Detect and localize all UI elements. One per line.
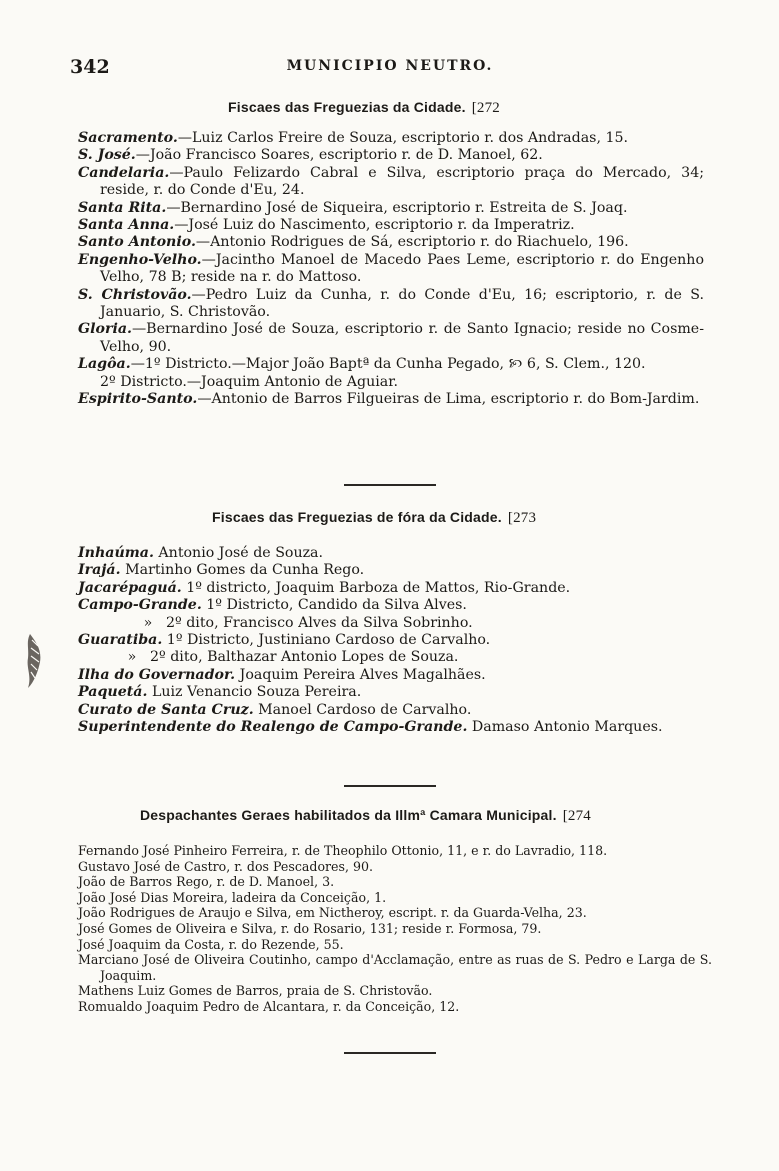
list-item (78, 684, 704, 701)
parish-name: Engenho-Velho. (78, 251, 202, 268)
fiscaes-cidade-list (78, 130, 704, 409)
parish-name: Lagôa. (78, 356, 131, 373)
printer-ornament-icon (22, 632, 44, 690)
entry-text: Gustavo José de Castro, r. dos Pescadores, 90. (78, 858, 373, 874)
list-item (78, 874, 712, 890)
parish-name: Gloria. (78, 321, 132, 338)
section-ref: [273 (507, 510, 537, 526)
list-item (78, 545, 704, 562)
list-item (78, 562, 704, 579)
parish-name: Candelaria. (78, 164, 170, 181)
list-item (78, 615, 704, 632)
entry-text: Antonio José de Souza. (153, 545, 324, 561)
section-ref: [274 (562, 808, 591, 824)
list-item (78, 952, 712, 983)
list-item (78, 921, 712, 937)
entry-text: —Bernardino José de Siqueira, escriptorio r. Estreita de S. Joaq. (166, 199, 628, 216)
section-title-text: Fiscaes das Freguezias da Cidade. (228, 99, 466, 115)
running-title: MUNICIPIO NEUTRO. (286, 58, 494, 74)
list-item (78, 287, 704, 322)
list-item (78, 597, 704, 614)
entry-text: 1º Districto, Candido da Silva Alves. (201, 597, 467, 614)
entry-text: —Antonio de Barros Filgueiras de Lima, escriptorio r. do Bom-Jardim. (197, 391, 700, 408)
entry-text: —Paulo Felizardo Cabral e Silva, escriptorio praça do Mercado, 34; reside, r. do Conde d'Eu, 24. (100, 164, 704, 199)
entry-text: João de Barros Rego, r. de D. Manoel, 3. (78, 874, 335, 890)
section-title-despachantes (140, 807, 591, 825)
entry-text: Damaso Antonio Marques. (467, 719, 663, 736)
list-item (78, 702, 704, 719)
parish-name: Jacarépaguá. (78, 579, 182, 596)
parish-name: Santa Anna. (78, 217, 175, 234)
section-title-text: Despachantes Geraes habilitados da Illmª Camara Municipal. (140, 807, 557, 823)
list-item (78, 234, 704, 251)
parish-name: Superintendente do Realengo de Campo-Grande. (78, 719, 468, 736)
parish-name: Inhaúma. (78, 545, 154, 561)
parish-name: Santo Antonio. (78, 234, 196, 251)
entry-text: —Bernardino José de Souza, escriptorio r. de Santo Ignacio; reside no Cosme-Velho, 90. (100, 321, 704, 355)
section-title-fiscaes-cidade (228, 99, 500, 117)
parish-name: Sacramento. (78, 130, 178, 146)
parish-name: Santa Rita. (78, 199, 167, 216)
ditto-mark: » (127, 649, 137, 666)
entry-text: Joaquim Pereira Alves Magalhães. (235, 666, 486, 683)
entry-text: —Pedro Luiz da Cunha, r. do Conde d'Eu, 16; escriptorio, r. de S. Januario, S. Christovão. (100, 286, 704, 321)
list-item (78, 632, 704, 649)
despachantes-list (78, 843, 712, 1015)
entry-text: José Gomes de Oliveira e Silva, r. do Rosario, 131; reside r. Formosa, 79. (78, 920, 542, 936)
list-item (78, 252, 704, 287)
section-divider (344, 484, 436, 486)
parish-name: Paquetá. (78, 684, 148, 701)
entry-text: Romualdo Joaquim Pedro de Alcantara, r. da Conceição, 12. (78, 998, 460, 1014)
page-number: 342 (70, 56, 110, 78)
section-ref: [272 (471, 100, 500, 116)
list-item (78, 719, 704, 736)
ditto-mark: » (143, 614, 153, 631)
section-divider (344, 1052, 436, 1054)
entry-text: Mathens Luiz Gomes de Barros, praia de S. Christovão. (78, 983, 433, 999)
list-item (78, 843, 712, 859)
parish-name: Campo-Grande. (78, 597, 202, 614)
entry-text: Martinho Gomes da Cunha Rego. (120, 562, 365, 579)
parish-name: Curato de Santa Cruz. (78, 701, 254, 718)
list-item (78, 580, 704, 597)
list-item (78, 937, 712, 953)
entry-text: 2º dito, Francisco Alves da Silva Sobrinho. (166, 614, 473, 631)
section-title-text: Fiscaes das Freguezias de fóra da Cidade. (212, 509, 502, 525)
list-item (78, 983, 712, 999)
entry-text: Luiz Venancio Souza Pereira. (147, 684, 362, 701)
section-title-fiscaes-fora (212, 509, 536, 527)
entry-text: Manoel Cardoso de Carvalho. (253, 701, 472, 718)
list-item (78, 859, 712, 875)
entry-text: 1º districto, Joaquim Barboza de Mattos, Rio-Grande. (181, 579, 571, 596)
entry-text: João José Dias Moreira, ladeira da Conceição, 1. (78, 889, 387, 905)
entry-text: Marciano José de Oliveira Coutinho, campo d'Acclamação, entre as ruas de S. Pedro e Larga de S. Joaquim. (78, 952, 712, 983)
entry-text: 1º Districto, Justiniano Cardoso de Carvalho. (162, 632, 491, 649)
entry-text: —João Francisco Soares, escriptorio r. de D. Manoel, 62. (135, 147, 543, 164)
entry-text: José Joaquim da Costa, r. do Rezende, 55. (78, 936, 344, 952)
list-item (78, 147, 704, 164)
list-item (78, 999, 712, 1015)
fiscaes-fora-list (78, 545, 704, 736)
list-item (78, 649, 704, 666)
entry-text: João Rodrigues de Araujo e Silva, em Nictheroy, escript. r. da Guarda-Velha, 23. (78, 905, 587, 921)
entry-text: —Luiz Carlos Freire de Souza, escriptorio r. dos Andradas, 15. (177, 130, 629, 146)
list-item (78, 905, 712, 921)
page-header (70, 56, 710, 80)
entry-text: —José Luiz do Nascimento, escriptorio r. da Imperatriz. (174, 217, 575, 234)
entry-text: —1º Districto.—Major João Baptª da Cunha Pegado, 🙡 6, S. Clem., 120. (130, 356, 646, 373)
parish-name: S. José. (78, 147, 136, 164)
list-item (78, 356, 704, 373)
list-item (78, 890, 712, 906)
parish-name: Espirito-Santo. (78, 391, 198, 408)
entry-text: Fernando José Pinheiro Ferreira, r. de Theophilo Ottonio, 11, e r. do Lavradio, 118. (78, 843, 608, 858)
parish-name: Guaratiba. (78, 632, 163, 649)
list-item (78, 217, 704, 234)
entry-text: 2º dito, Balthazar Antonio Lopes de Souza. (150, 649, 459, 666)
list-item (78, 374, 704, 391)
parish-name: Irajá. (78, 562, 121, 579)
list-item (78, 391, 704, 408)
parish-name: S. Christovão. (78, 286, 192, 303)
list-item (78, 130, 704, 147)
list-item (78, 321, 704, 356)
entry-text: —Jacintho Manoel de Macedo Paes Leme, escriptorio r. do Engenho Velho, 78 B; reside na r. do Mattoso. (100, 251, 704, 286)
section-divider (344, 785, 436, 787)
entry-text: —Antonio Rodrigues de Sá, escriptorio r. do Riachuelo, 196. (195, 234, 629, 251)
entry-text: 2º Districto.—Joaquim Antonio de Aguiar. (100, 373, 398, 390)
parish-name: Ilha do Governador. (78, 666, 236, 683)
list-item (78, 200, 704, 217)
list-item (78, 667, 704, 684)
list-item (78, 165, 704, 200)
